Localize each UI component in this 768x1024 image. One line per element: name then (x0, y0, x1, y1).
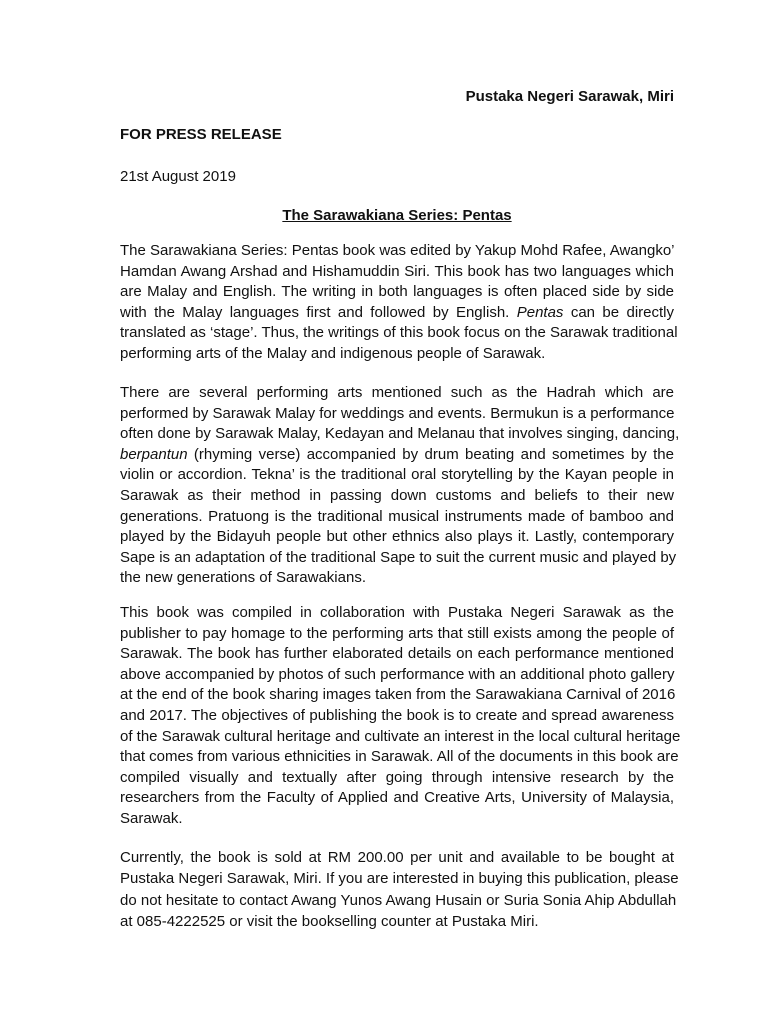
text-segment: Currently, the book is sold at RM 200.00 per unit and available to be bought at (120, 849, 674, 866)
text-segment: at 085-4222525 or visit the bookselling counter at Pustaka Miri. (120, 912, 539, 930)
text-line (120, 747, 679, 768)
text-segment: above accompanied by photos of such performance with an additional photo gallery (120, 665, 675, 683)
text-line (120, 262, 674, 283)
text-segment: with the Malay languages first and followed by English. (120, 303, 517, 321)
document-title: The Sarawakiana Series: Pentas (282, 207, 512, 224)
text-line (120, 568, 674, 589)
text-line (120, 644, 674, 665)
text-segment: Sarawak. (120, 809, 183, 827)
text-segment: violin or accordion. Tekna’ is the traditional oral storytelling by the Kayan people in (120, 466, 674, 484)
text-segment: The Sarawakiana Series: Pentas book was edited by Yakup Mohd Rafee, Awangko’ (120, 242, 675, 259)
text-line (120, 486, 674, 507)
text-line (120, 911, 674, 932)
italic-term: Pentas (516, 303, 564, 321)
text-segment: the new generations of Sarawakians. (120, 569, 366, 587)
text-line (120, 890, 677, 911)
text-segment: at the end of the book sharing images taken from the Sarawakiana Carnival of 2016 (120, 686, 676, 704)
text-line (120, 868, 679, 889)
release-date: 21st August 2019 (120, 168, 236, 185)
text-line (120, 465, 674, 486)
text-segment: can be directly (563, 303, 674, 321)
text-segment: publisher to pay homage to the performing arts that still exists among the people of (120, 624, 674, 642)
text-segment: are Malay and English. The writing in both languages is often placed side by side (120, 283, 674, 301)
text-line (120, 344, 674, 365)
text-line (120, 603, 674, 624)
text-segment: There are several performing arts mentioned such as the Hadrah which are (120, 384, 674, 401)
text-line (120, 507, 674, 528)
text-segment: Sarawak as their method in passing down customs and beliefs to their new (120, 486, 674, 504)
paragraph-collaboration (120, 603, 681, 830)
paragraph-purchase (120, 847, 679, 932)
text-line (120, 548, 677, 569)
press-release-label: FOR PRESS RELEASE (120, 126, 282, 143)
text-segment: generations. Pratuong is the traditional musical instruments made of bamboo and (120, 507, 674, 525)
text-line (120, 527, 674, 548)
text-segment: performed by Sarawak Malay for weddings and events. Bermukun is a performance (120, 404, 675, 422)
text-line (120, 685, 674, 706)
text-segment: Sape is an adaptation of the traditional Sape to suit the current music and played by (120, 548, 677, 566)
text-segment: often done by Sarawak Malay, Kedayan and Melanau that involves singing, dancing, (120, 425, 680, 443)
text-line (120, 768, 674, 789)
text-line (120, 624, 674, 645)
text-segment: compiled visually and textually after going through intensive research by the (120, 768, 674, 786)
document-title-wrap (120, 205, 674, 226)
text-line (120, 727, 681, 748)
text-segment: Hamdan Awang Arshad and Hishamuddin Siri. This book has two languages which (120, 262, 674, 280)
paragraph-performing-arts (120, 383, 680, 589)
paragraph-intro (120, 241, 678, 365)
text-line (120, 665, 674, 686)
italic-term: berpantun (120, 445, 188, 463)
text-segment: and 2017. The objectives of publishing the book is to create and spread awareness (120, 706, 674, 724)
text-segment: Pustaka Negeri Sarawak, Miri. If you are interested in buying this publication, please (120, 870, 679, 888)
text-line (120, 445, 674, 466)
text-segment: that comes from various ethnicities in Sarawak. All of the documents in this book are (120, 748, 679, 766)
text-line (120, 404, 674, 425)
text-segment: This book was compiled in collaboration with Pustaka Negeri Sarawak as the (120, 604, 674, 621)
text-line (120, 383, 674, 404)
text-line (120, 424, 680, 445)
text-segment: translated as ‘stage’. Thus, the writings of this book focus on the Sarawak traditional (120, 324, 678, 342)
text-line (120, 323, 678, 344)
text-line (120, 847, 674, 868)
text-segment: Sarawak. The book has further elaborated details on each performance mentioned (120, 645, 674, 663)
text-line (120, 706, 674, 727)
text-line (120, 788, 674, 809)
text-segment: played by the Bidayuh people but other ethnics also plays it. Lastly, contemporary (120, 528, 674, 546)
organization-heading: Pustaka Negeri Sarawak, Miri (465, 88, 674, 105)
text-line (120, 282, 674, 303)
text-line (120, 809, 674, 830)
text-line (120, 241, 674, 262)
text-segment: do not hesitate to contact Awang Yunos Awang Husain or Suria Sonia Ahip Abdullah (120, 891, 677, 909)
text-segment: (rhyming verse) accompanied by drum beating and sometimes by the (187, 445, 674, 463)
text-segment: researchers from the Faculty of Applied and Creative Arts, University of Malaysia, (120, 789, 674, 807)
text-line (120, 303, 674, 324)
text-segment: of the Sarawak cultural heritage and cultivate an interest in the local cultural heritage (120, 727, 681, 745)
text-segment: performing arts of the Malay and indigenous people of Sarawak. (120, 344, 546, 362)
